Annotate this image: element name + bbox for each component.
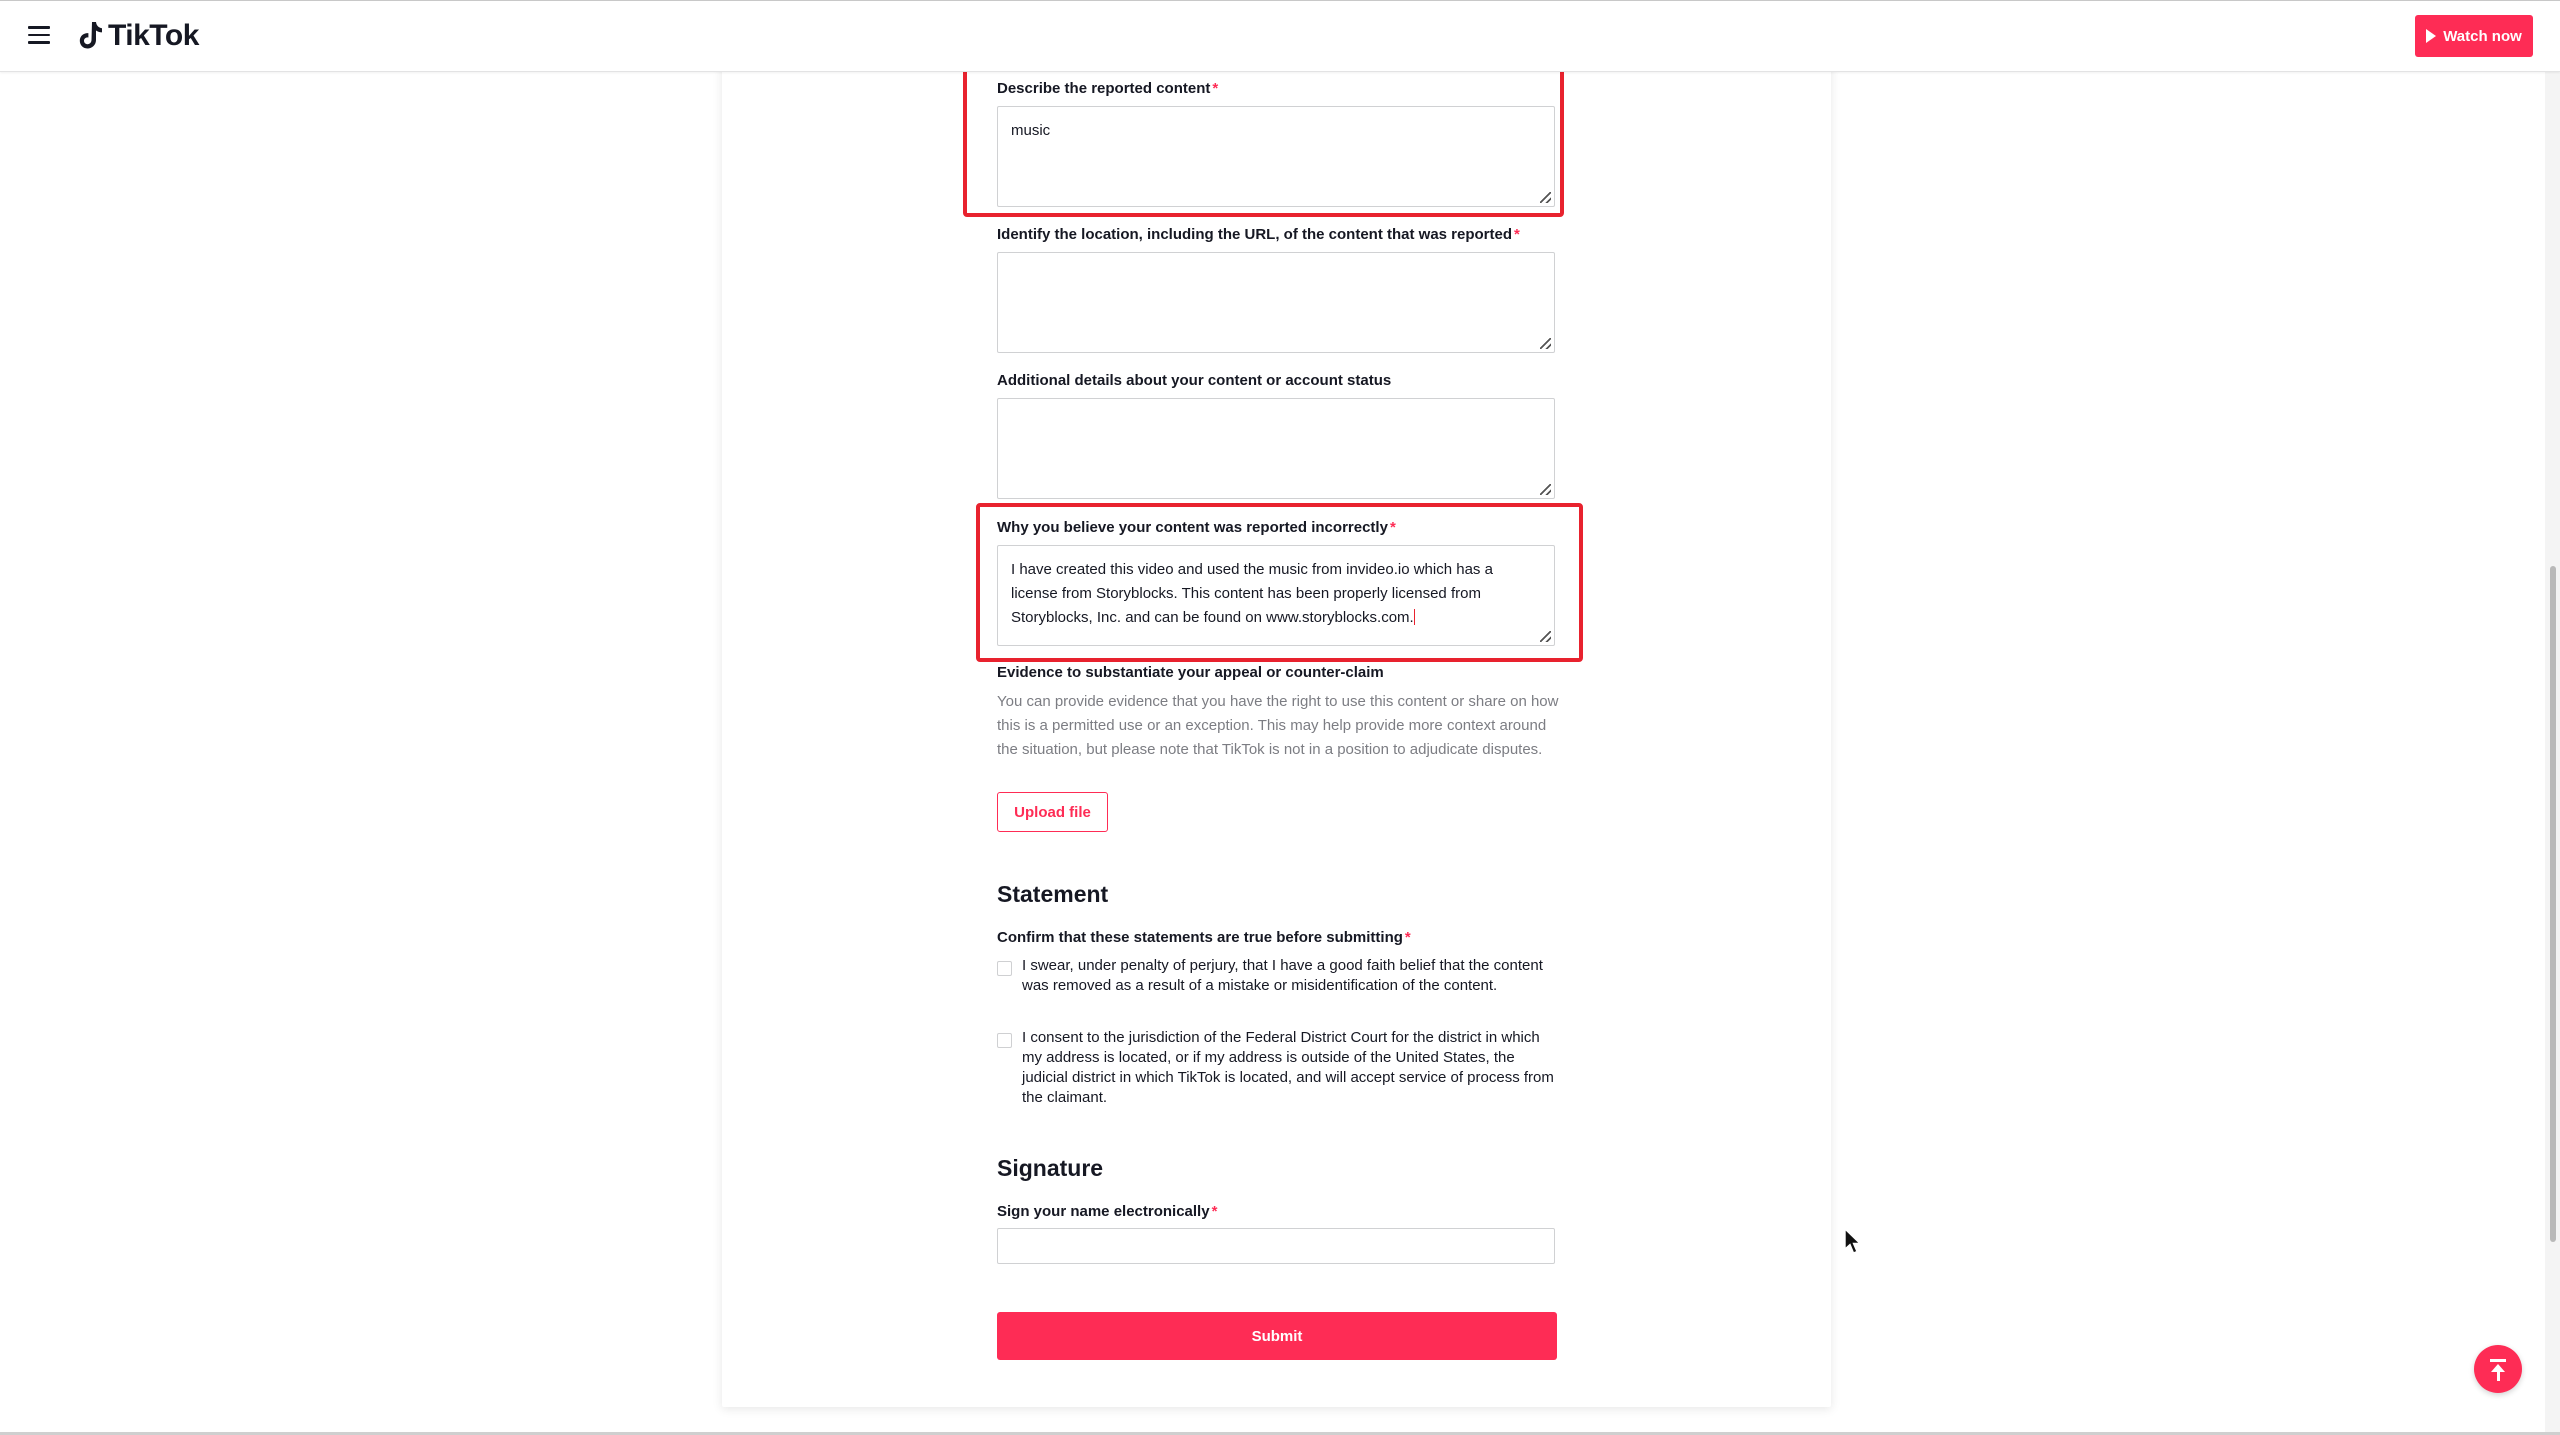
- mouse-pointer-icon: [1843, 1228, 1863, 1256]
- watch-now-button[interactable]: [2415, 15, 2533, 57]
- top-navigation-bar: [0, 0, 2560, 72]
- statement-text: I swear, under penalty of perjury, that I have a good faith belief that the content was removed as a result of a mistake or misidentification of the content.: [1022, 957, 1543, 994]
- evidence-help-text: You can provide evidence that you have the right to use this content or share on how this is a permitted use or an exception. This may help provide more context around the situation, but please note that TikTok is not in a position to adjudicate disputes.: [997, 693, 1559, 758]
- hamburger-menu-icon[interactable]: [28, 26, 50, 44]
- window-top-border: [0, 0, 2560, 1]
- upload-file-button[interactable]: [997, 792, 1108, 832]
- watch-now-label: Watch now: [2443, 27, 2522, 45]
- evidence-label: Evidence to substantiate your appeal or counter-claim: [997, 664, 1384, 681]
- why-value: I have created this video and used the music from invideo.io which has a license from Storyblocks. This content has been properly licensed from Storyblocks, Inc. and can be found on www.storyblocks.com.: [1011, 561, 1493, 626]
- sign-name-label: Sign your name electronically *: [997, 1203, 1218, 1220]
- resize-handle-icon[interactable]: [1540, 338, 1551, 349]
- statement-text: I consent to the jurisdiction of the Federal District Court for the district in which my address is located, or if my address is outside of the United States, the judicial district in which TikTok is located, and will accept service of process from the claimant.: [1022, 1029, 1554, 1106]
- submit-button[interactable]: [997, 1312, 1557, 1360]
- upload-file-label: Upload file: [1014, 803, 1091, 821]
- tiktok-logo[interactable]: [78, 17, 199, 55]
- why-reported-incorrectly-label: Why you believe your content was reported incorrectly *: [997, 519, 1396, 536]
- location-label: Identify the location, including the URL, of the content that was reported *: [997, 226, 1520, 243]
- signature-heading: Signature: [997, 1155, 1104, 1181]
- tiktok-logo-icon: [78, 20, 104, 52]
- additional-details-textarea[interactable]: [997, 398, 1555, 499]
- confirm-statements-label: Confirm that these statements are true before submitting *: [997, 929, 1411, 946]
- statement-item: [997, 956, 1557, 996]
- statement-item: [997, 1028, 1557, 1108]
- submit-label: Submit: [1251, 1327, 1303, 1345]
- back-to-top-button[interactable]: [2474, 1345, 2522, 1393]
- additional-details-label: Additional details about your content or account status: [997, 372, 1392, 389]
- highlight-box-why: [976, 503, 1583, 662]
- brand-name: TikTok: [108, 19, 199, 52]
- location-textarea[interactable]: [997, 252, 1555, 353]
- signature-input[interactable]: [997, 1228, 1555, 1264]
- scrollbar-thumb[interactable]: [2550, 566, 2556, 1242]
- statement-checkbox-perjury[interactable]: [997, 961, 1012, 976]
- play-icon: [2426, 29, 2436, 43]
- describe-label: Describe the reported content *: [997, 80, 1219, 97]
- statement-heading: Statement: [997, 881, 1109, 907]
- highlight-box-describe: [963, 67, 1564, 217]
- statement-checkbox-jurisdiction[interactable]: [997, 1033, 1012, 1048]
- resize-handle-icon[interactable]: [1540, 484, 1551, 495]
- describe-value: music: [1011, 122, 1051, 139]
